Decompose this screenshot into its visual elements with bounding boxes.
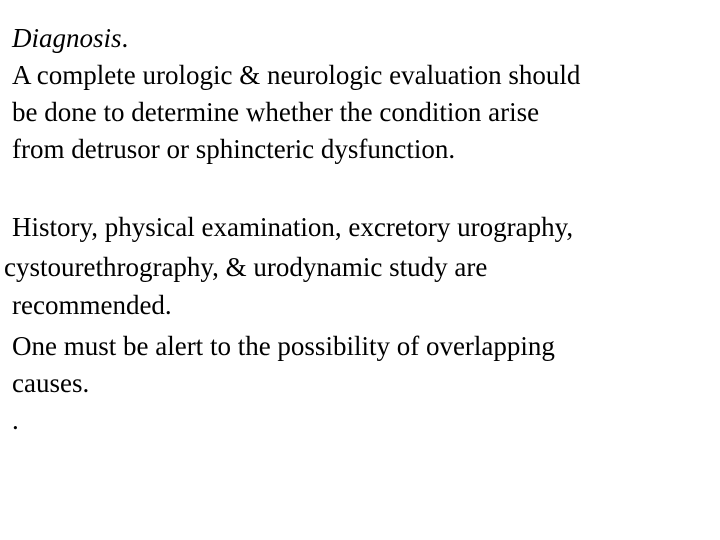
paragraph2-line-3: recommended.	[12, 290, 172, 320]
paragraph1-line-1: A complete urologic & neurologic evaluation should	[12, 60, 581, 90]
trailing-mark: .	[12, 405, 19, 435]
paragraph1-line-2: be done to determine whether the condition arise	[12, 97, 540, 127]
paragraph3-line-1: One must be alert to the possibility of overlapping	[12, 331, 555, 361]
heading	[12, 20, 128, 57]
heading-text: Diagnosis	[12, 23, 122, 53]
paragraph1-line-3: from detrusor or sphincteric dysfunction.	[12, 134, 456, 164]
paragraph2-line-2: cystourethrography, & urodynamic study are	[4, 252, 488, 282]
heading-period: .	[121, 23, 129, 53]
paragraph3-line-2: causes.	[12, 368, 90, 398]
paragraph2-line-1: History, physical examination, excretory urography,	[12, 212, 574, 242]
